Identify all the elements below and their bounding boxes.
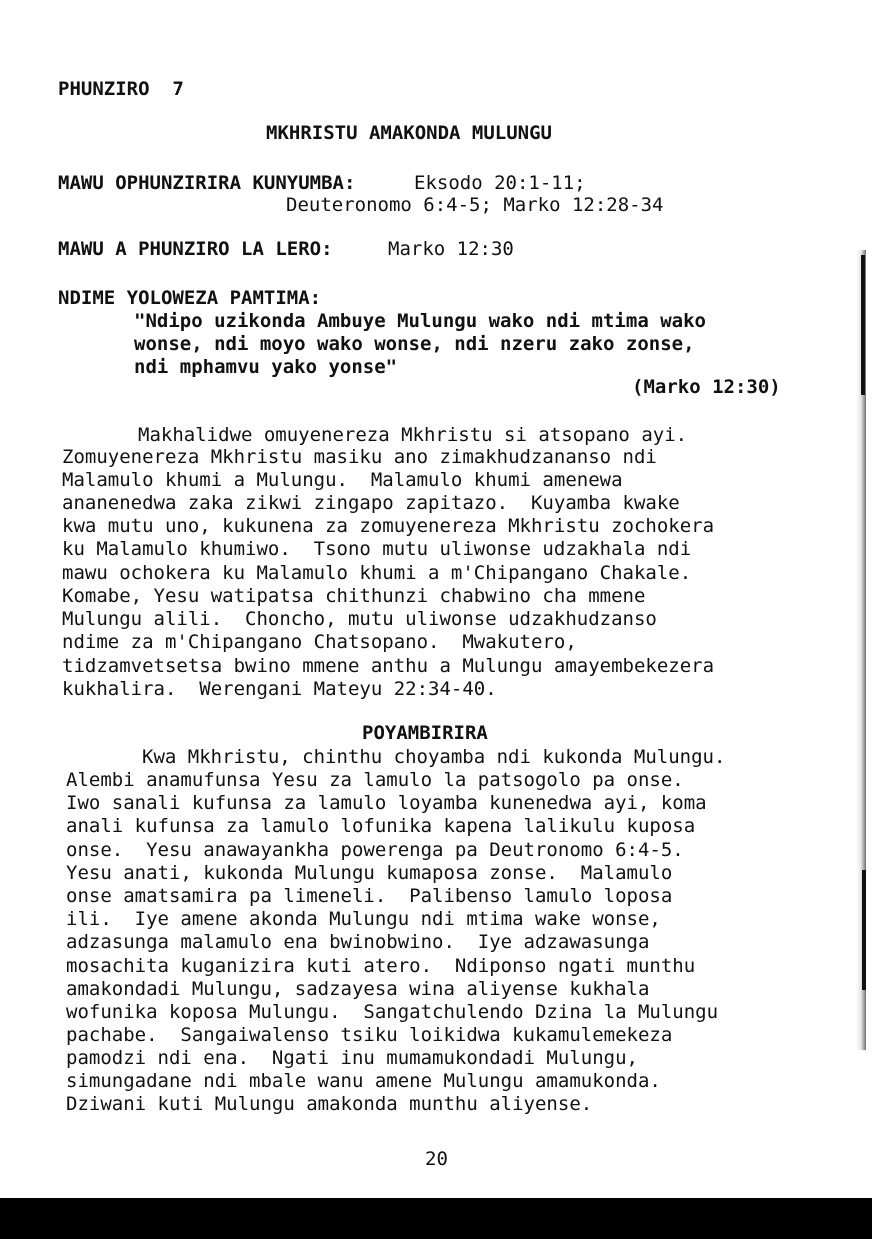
text-line: kwa mutu uno, kukunena za zomuyenereza Mkhristu zochokera: [62, 515, 715, 537]
page-number: 20: [425, 1148, 448, 1170]
lesson-title: MKHRISTU AMAKONDA MULUNGU: [266, 122, 552, 144]
page-edge-mark: [861, 255, 865, 395]
lesson-text-label: MAWU A PHUNZIRO LA LERO:: [58, 238, 333, 260]
text-line: wofunika koposa Mulungu. Sangatchulendo Dzina la Mulungu: [66, 1001, 719, 1023]
memory-verse-label: NDIME YOLOWEZA PAMTIMA:: [58, 287, 322, 309]
scan-bottom-border: [0, 1198, 872, 1239]
text-line: simungadane ndi mbale wanu amene Mulungu amamukonda.: [66, 1070, 661, 1092]
text-line: amakondadi Mulungu, sadzayesa wina aliyense kukhala: [66, 978, 650, 1000]
text-line: pachabe. Sangaiwalenso tsiku loikidwa kukamulemekeza: [66, 1024, 673, 1046]
text-line: ananenedwa zaka zikwi zingapo zapitazo. Kuyamba kwake: [62, 492, 680, 514]
background-reading-value-2: Deuteronomo 6:4-5; Marko 12:28-34: [286, 194, 664, 216]
memory-verse-line-3: ndi mphamvu yako yonse": [134, 356, 398, 378]
text-line: pamodzi ndi ena. Ngati inu mumamukondadi Mulungu,: [66, 1047, 638, 1069]
memory-verse-line-2: wonse, ndi moyo wako wonse, ndi nzeru zako zonse,: [134, 333, 695, 355]
text-line: Yesu anati, kukonda Mulungu kumaposa zonse. Malamulo: [66, 862, 673, 884]
text-line: onse amatsamira pa limeneli. Palibenso lamulo loposa: [66, 885, 673, 907]
memory-verse-reference: (Marko 12:30): [632, 376, 781, 398]
text-line: Makhalidwe omuyenereza Mkhristu si atsopano ayi.: [138, 424, 688, 446]
text-line: mosachita kuganizira kuti atero. Ndiponso ngati munthu: [66, 955, 696, 977]
text-line: ku Malamulo khumiwo. Tsono mutu uliwonse udzakhala ndi: [62, 538, 692, 560]
text-line: tidzamvetsetsa bwino mmene anthu a Mulungu amayembekezera: [62, 655, 715, 677]
background-reading-label: MAWU OPHUNZIRIRA KUNYUMBA:: [58, 172, 356, 194]
text-line: Kwa Mkhristu, chinthu choyamba ndi kukonda Mulungu.: [142, 746, 726, 768]
text-line: mawu ochokera ku Malamulo khumi a m'Chipangano Chakale.: [62, 562, 692, 584]
text-line: Mulungu alili. Choncho, mutu uliwonse udzakhudzanso: [62, 608, 657, 630]
text-line: ndime za m'Chipangano Chatsopano. Mwakutero,: [62, 631, 577, 653]
text-line: Dziwani kuti Mulungu amakonda munthu aliyense.: [66, 1093, 593, 1115]
text-line: onse. Yesu anawayankha powerenga pa Deutronomo 6:4-5.: [66, 839, 684, 861]
text-line: anali kufunsa za lamulo lofunika kapena lalikulu kuposa: [66, 815, 696, 837]
text-line: kukhalira. Werengani Mateyu 22:34-40.: [62, 678, 497, 700]
text-line: adzasunga malamulo ena bwinobwino. Iye adzawasunga: [66, 931, 650, 953]
text-line: ili. Iye amene akonda Mulungu ndi mtima wake wonse,: [66, 908, 661, 930]
lesson-number: PHUNZIRO 7: [58, 78, 184, 100]
text-line: Malamulo khumi a Mulungu. Malamulo khumi amenewa: [62, 469, 623, 491]
text-line: Komabe, Yesu watipatsa chithunzi chabwino cha mmene: [62, 585, 646, 607]
text-line: Zomuyenereza Mkhristu masiku ano zimakhudzananso ndi: [62, 446, 657, 468]
memory-verse-line-1: "Ndipo uzikonda Ambuye Mulungu wako ndi mtima wako: [134, 310, 706, 332]
section-heading: POYAMBIRIRA: [362, 722, 488, 744]
text-line: Alembi anamufunsa Yesu za lamulo la patsogolo pa onse.: [66, 769, 684, 791]
lesson-text-value: Marko 12:30: [388, 238, 514, 260]
text-line: Iwo sanali kufunsa za lamulo loyamba kunenedwa ayi, koma: [66, 792, 707, 814]
background-reading-value-1: Eksodo 20:1-11;: [414, 172, 586, 194]
page-edge-mark: [862, 870, 866, 990]
